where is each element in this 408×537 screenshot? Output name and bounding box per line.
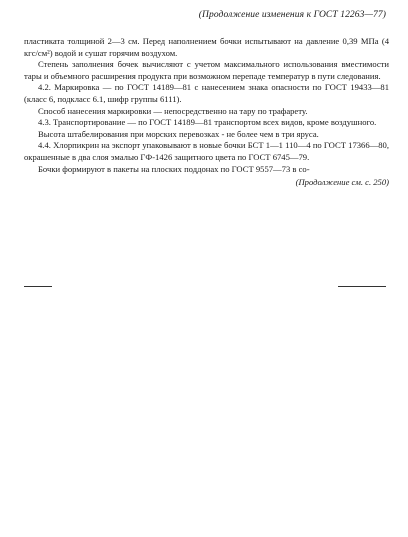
left-rule-divider [24, 286, 52, 287]
continuation-note: (Продолжение см. с. 250) [295, 177, 389, 188]
page-header: (Продолжение изменения к ГОСТ 12263—77) [198, 10, 386, 20]
paragraph-7: 4.4. Хлорпикрин на экспорт упаковывают в новые бочки БСТ 1—1 110—4 по ГОСТ 17366—80, окрашенные в два слоя эмалью ГФ-1426 защитного цвета по ГОСТ 6745—79. [24, 140, 389, 162]
right-rule-divider [338, 286, 386, 287]
paragraph-8: Бочки формируют в пакеты на плоских поддонах по ГОСТ 9557—73 в со- [38, 163, 310, 174]
paragraph-5: 4.3. Транспортирование — по ГОСТ 14189—81 транспортом всех видов, кроме воздушного. [38, 117, 377, 128]
document-body [24, 36, 389, 189]
paragraph-1: пластиката толщиной 2—3 см. Перед наполнением бочки испытывают на давление 0,39 МПа (4 кгс/см²) водой и сушат горячим воздухом. [24, 36, 389, 58]
paragraph-4: Способ нанесения маркировки — непосредственно на тару по трафарету. [38, 105, 308, 116]
paragraph-3: 4.2. Маркировка — по ГОСТ 14189—81 с нанесением знака опасности по ГОСТ 19433—81 (класс 6, подкласс 6.1, шифр группы 6111). [24, 82, 389, 104]
paragraph-6: Высота штабелирования при морских перевозках - не более чем в три яруса. [38, 128, 319, 139]
paragraph-2: Степень заполнения бочек вычисляют с учетом максимального использования вместимости тары и объемного расширения продукта при возможном перепаде температур в пути следования. [24, 59, 389, 81]
